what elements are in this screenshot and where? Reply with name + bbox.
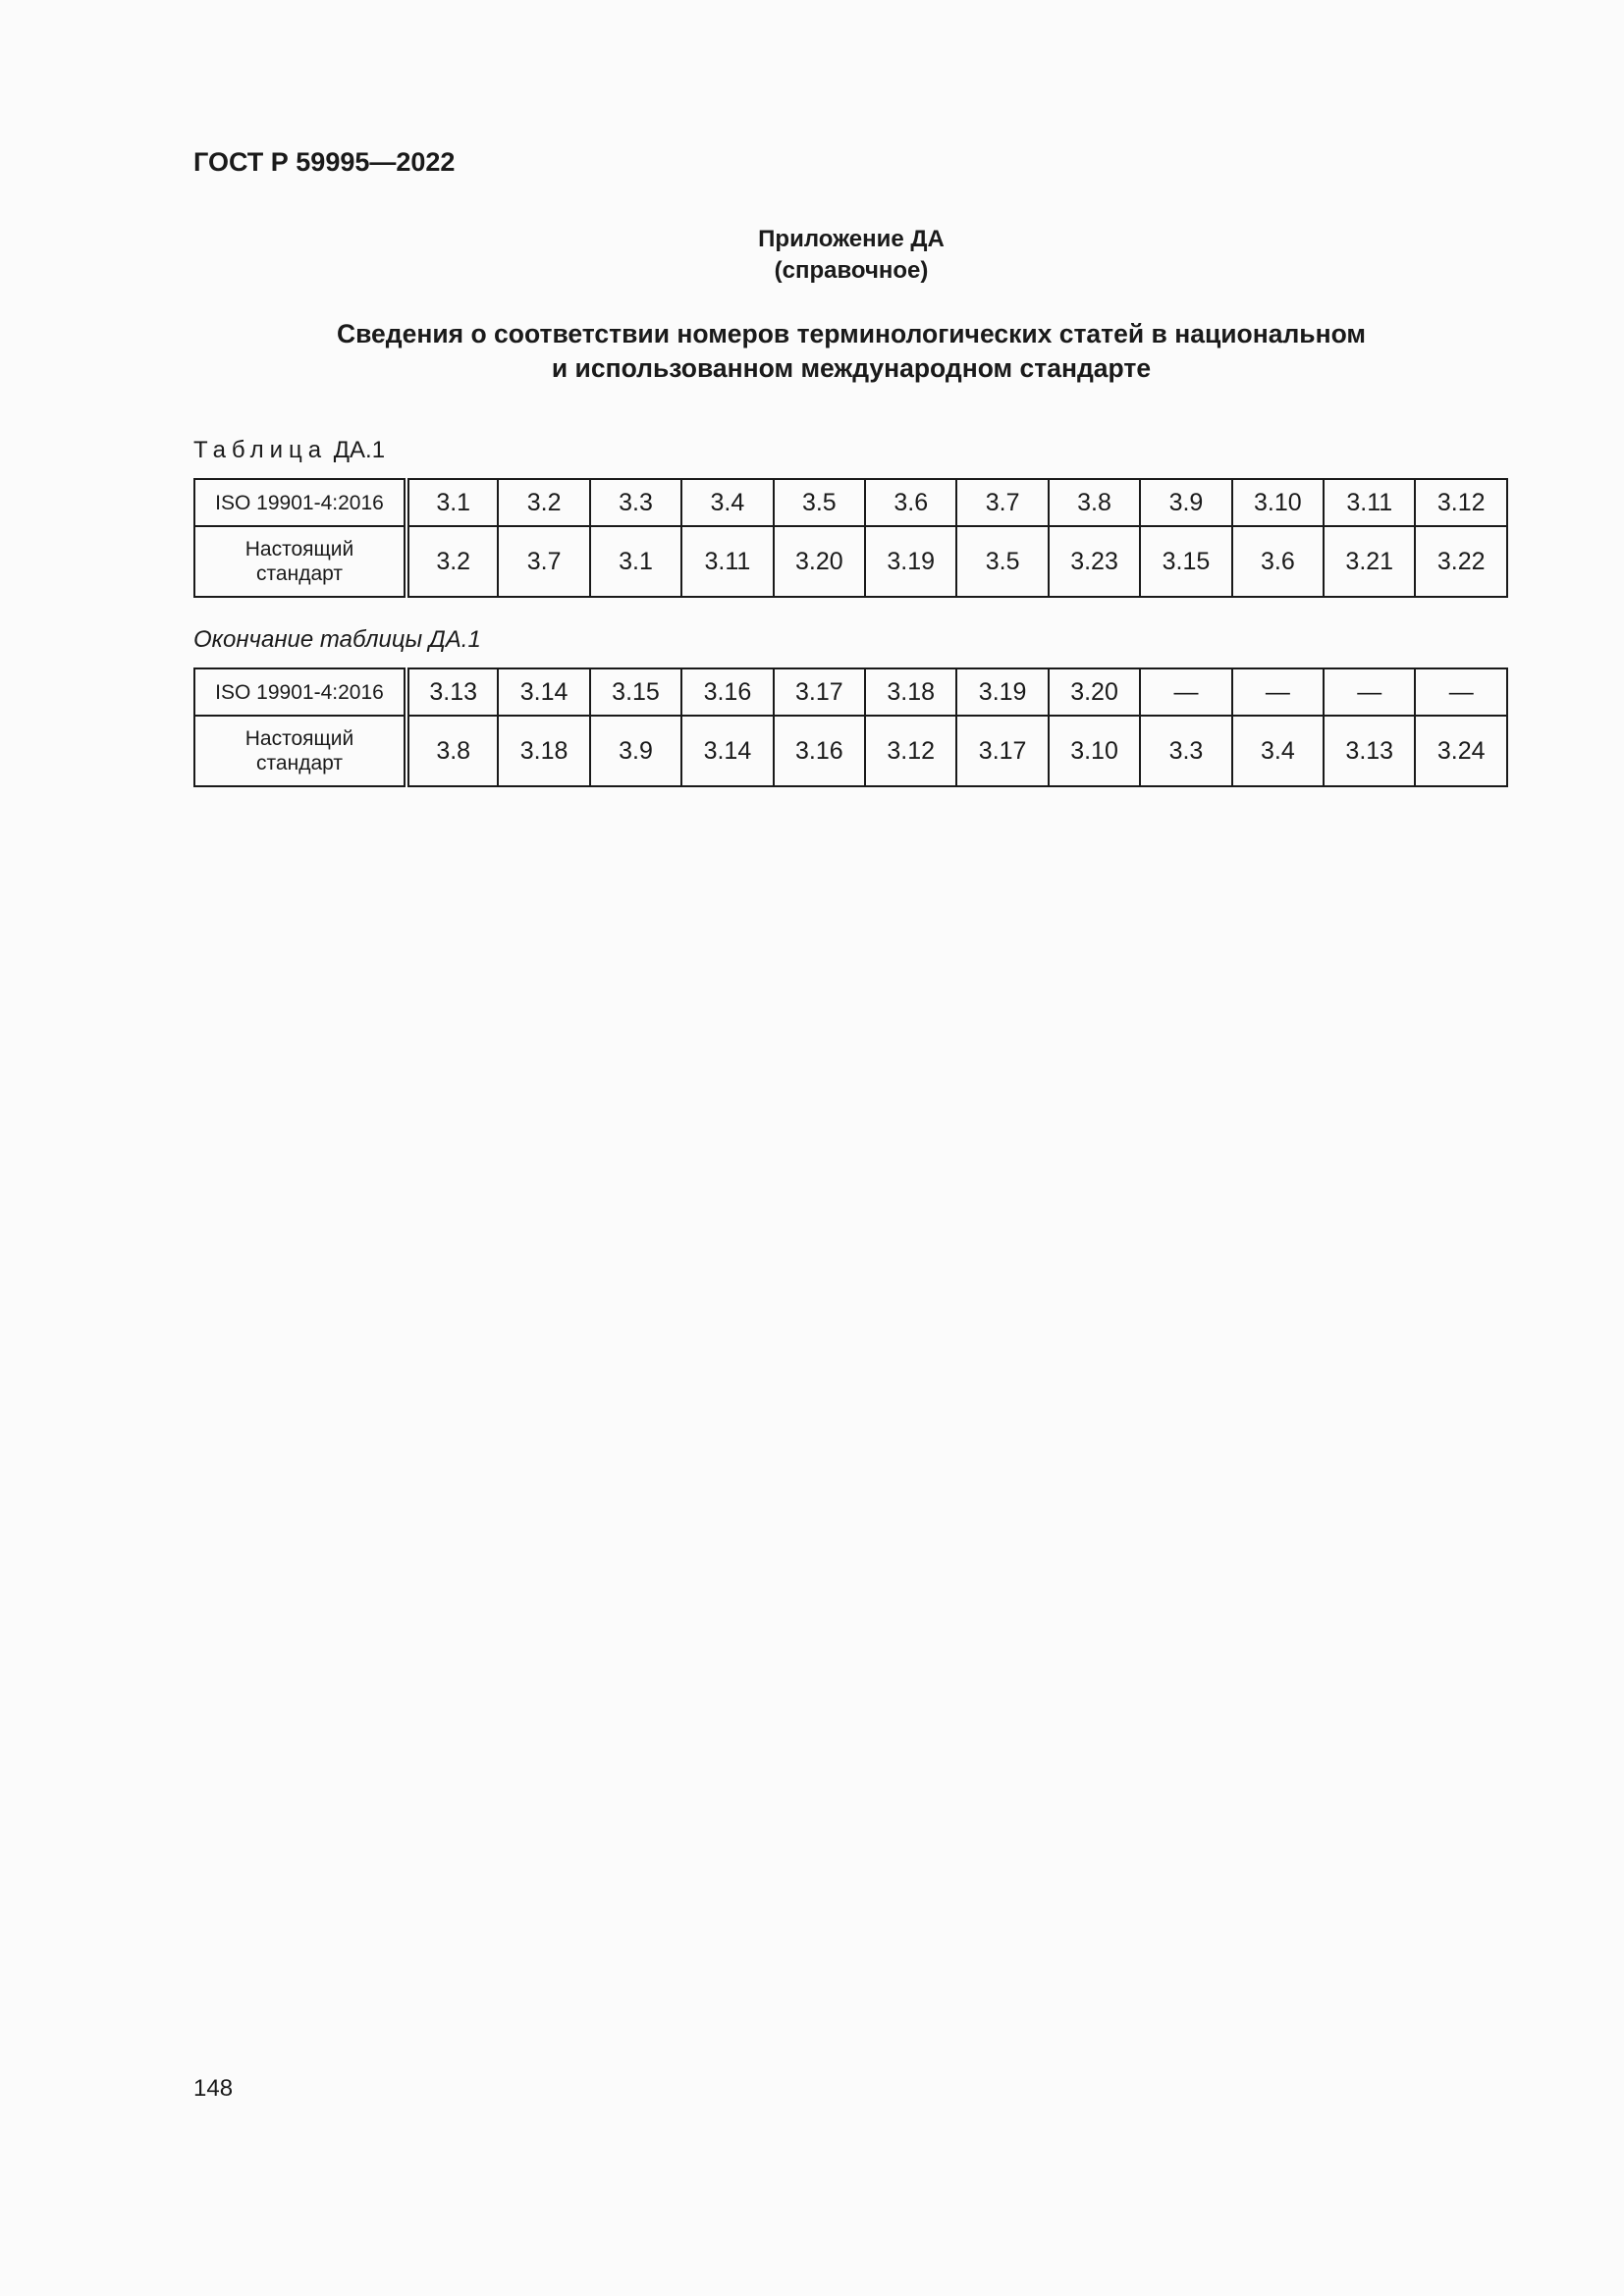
table-1-caption-word: Таблица [193, 437, 328, 463]
page-number: 148 [193, 2075, 234, 2102]
section-title-line-2: и использованном международном стандарте [551, 353, 1152, 383]
table-2-row-iso-label: ISO 19901-4:2016 [194, 668, 406, 716]
table-cell: 3.14 [681, 716, 773, 786]
table-cell: 3.2 [498, 479, 589, 526]
table-cell: 3.14 [498, 668, 589, 716]
table-cell: 3.16 [681, 668, 773, 716]
table-cell: — [1140, 668, 1231, 716]
table-cell: 3.22 [1415, 526, 1507, 597]
table-cell: 3.12 [865, 716, 956, 786]
table-cell: 3.3 [1140, 716, 1231, 786]
table-cell: 3.21 [1324, 526, 1415, 597]
appendix-title: Приложение ДА [758, 226, 945, 252]
table-cell: 3.9 [590, 716, 681, 786]
table-cell: 3.4 [681, 479, 773, 526]
table-2-row-iso [194, 668, 1507, 716]
table-cell: 3.6 [865, 479, 956, 526]
row-label-line-1: Настоящий [244, 727, 354, 750]
table-1-row-national-label [194, 526, 406, 597]
row-label-line-2: стандарт [256, 752, 343, 774]
section-title [0, 317, 1624, 386]
table-cell: 3.9 [1140, 479, 1231, 526]
table-2 [193, 667, 1508, 787]
table-cell: 3.4 [1232, 716, 1324, 786]
table-cell: 3.17 [956, 716, 1048, 786]
table-cell: 3.18 [498, 716, 589, 786]
table-cell: 3.1 [406, 479, 498, 526]
table-cell: 3.1 [590, 526, 681, 597]
table-1-caption [193, 437, 385, 464]
table-cell: 3.15 [590, 668, 681, 716]
table-cell: 3.23 [1049, 526, 1140, 597]
table-cell: 3.15 [1140, 526, 1231, 597]
table-1-caption-id: ДА.1 [333, 437, 386, 463]
table-cell: 3.7 [956, 479, 1048, 526]
table-1 [193, 478, 1508, 598]
table-cell: 3.20 [1049, 668, 1140, 716]
row-label-line-2: стандарт [256, 562, 343, 585]
table-cell: 3.24 [1415, 716, 1507, 786]
table-cell: 3.7 [498, 526, 589, 597]
table-cell: 3.11 [681, 526, 773, 597]
table-cell: 3.18 [865, 668, 956, 716]
table-cell: 3.2 [406, 526, 498, 597]
table-cell: — [1324, 668, 1415, 716]
table-cell: 3.6 [1232, 526, 1324, 597]
table-cell: — [1232, 668, 1324, 716]
table-cell: 3.5 [774, 479, 865, 526]
table-cell: 3.10 [1232, 479, 1324, 526]
table-1-row-national [194, 526, 1507, 597]
table-cell: 3.10 [1049, 716, 1140, 786]
table-cell: 3.17 [774, 668, 865, 716]
table-cell: 3.19 [956, 668, 1048, 716]
table-cell: 3.16 [774, 716, 865, 786]
appendix-note: (справочное) [774, 257, 929, 284]
row-label-line-1: Настоящий [244, 538, 354, 561]
table-cell: 3.13 [406, 668, 498, 716]
table-cell: 3.19 [865, 526, 956, 597]
table-cell: 3.11 [1324, 479, 1415, 526]
table-2-row-national [194, 716, 1507, 786]
table-cell: — [1415, 668, 1507, 716]
document-header: ГОСТ Р 59995—2022 [193, 147, 456, 177]
table-cell: 3.12 [1415, 479, 1507, 526]
table-cell: 3.8 [1049, 479, 1140, 526]
table-cell: 3.13 [1324, 716, 1415, 786]
table-cell: 3.5 [956, 526, 1048, 597]
table-cell: 3.20 [774, 526, 865, 597]
table-1-row-iso [194, 479, 1507, 526]
table-2-row-national-label [194, 716, 406, 786]
table-cell: 3.3 [590, 479, 681, 526]
section-title-line-1: Сведения о соответствии номеров терминологических статей в национальном [336, 319, 1367, 348]
table-1-row-iso-label: ISO 19901-4:2016 [194, 479, 406, 526]
table-2-caption: Окончание таблицы ДА.1 [193, 626, 481, 653]
table-cell: 3.8 [406, 716, 498, 786]
